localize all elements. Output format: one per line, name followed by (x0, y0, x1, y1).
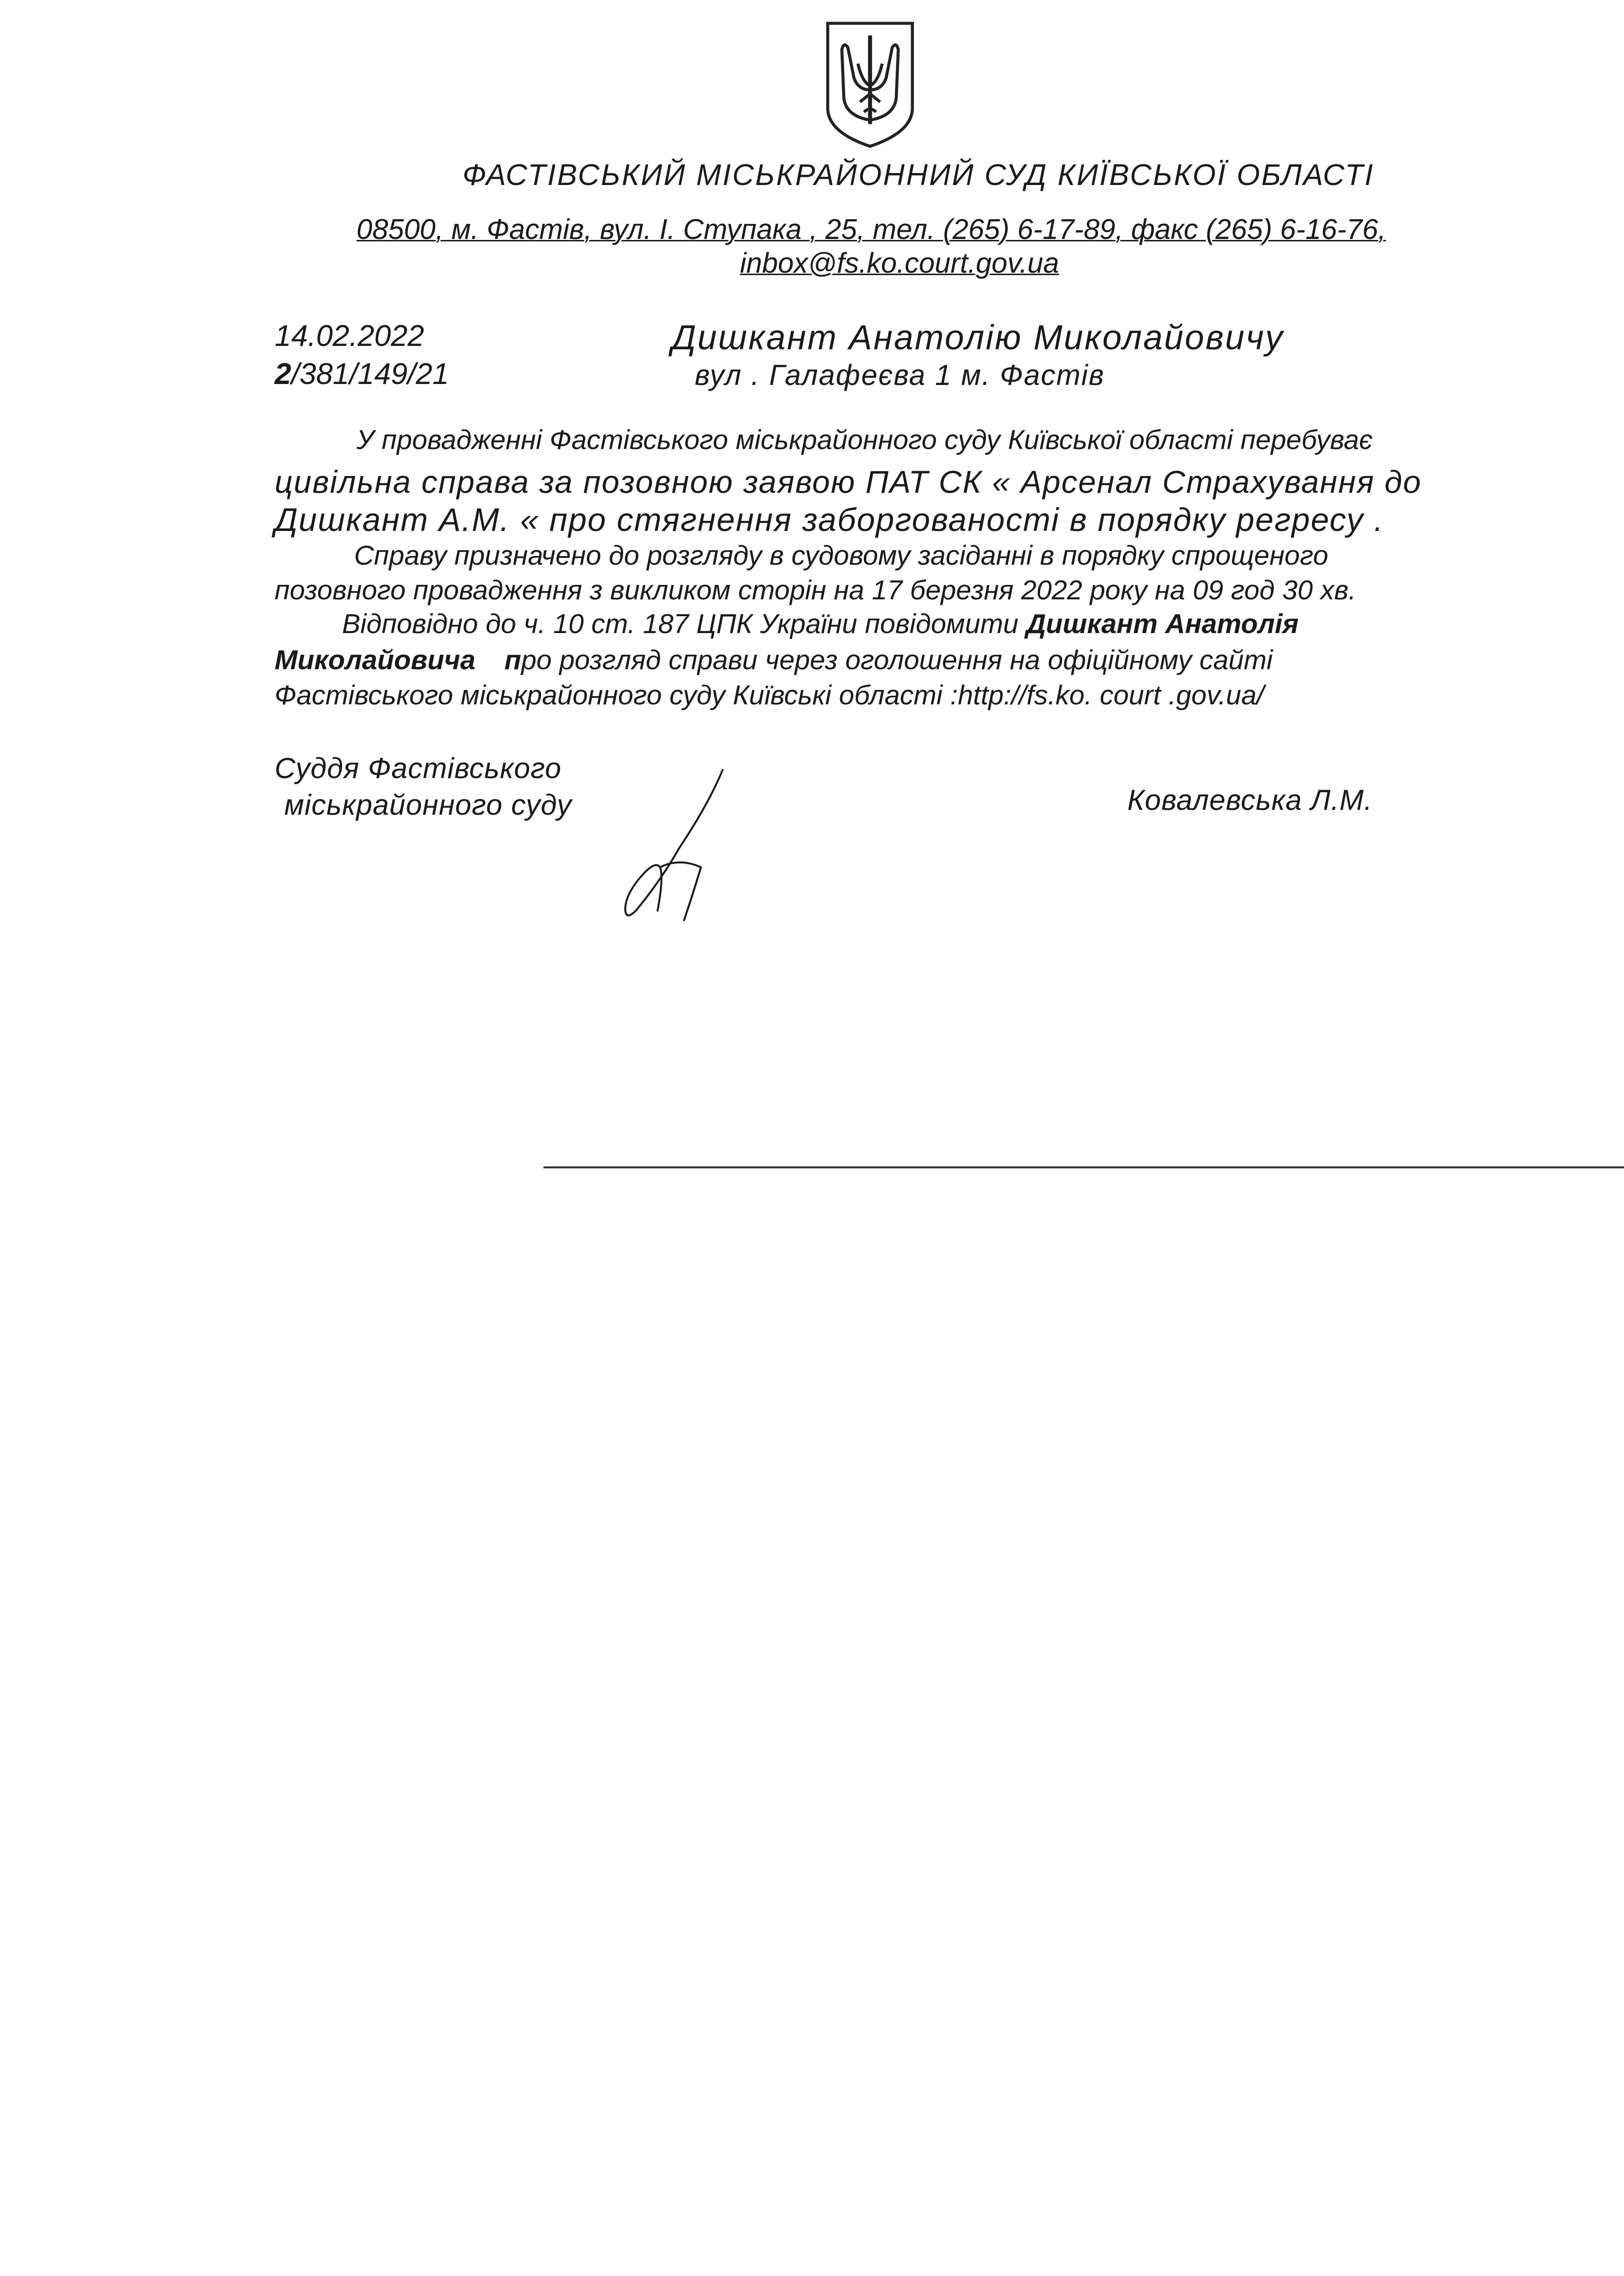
body-line-1: У провадженні Фастівського міськрайонного суду Київської області перебуває (356, 424, 1373, 455)
letter-date: 14.02.2022 (275, 319, 424, 353)
body-line-2: цивільна справа за позовною заявою ПАТ СК « Арсенал Страхування до (275, 464, 1422, 500)
court-email[interactable]: inbox@fs.ko.court.gov.ua (740, 247, 1059, 279)
footer-divider (543, 1166, 1624, 1168)
signer-title-line-2: міськрайонного суду (284, 789, 572, 821)
body-line-7-bold-letter: п (504, 645, 521, 675)
body-line-7-text: ро розгляд справи через оголошення на офіційному сайті (521, 645, 1273, 675)
body-line-3: Дишкант А.М. « про стягнення заборгованості в порядку регресу . (275, 502, 1384, 538)
signer-title-line-1: Суддя Фастівського (275, 752, 562, 784)
body-line-8: Фастівського міськрайонного суду Київські області :http://fs.ko. court .gov.ua/ (275, 680, 1264, 711)
case-reference-rest: /381/149/21 (291, 357, 449, 391)
recipient-name: Дишкант Анатолію Миколайовичу (672, 318, 1284, 357)
court-address: 08500, м. Фастів, вул. І. Ступака , 25, тел. (265) 6-17-89, факс (265) 6-16-76, (356, 213, 1386, 245)
body-line-4: Справу призначено до розгляду в судовому засіданні в порядку спрощеного (354, 540, 1329, 571)
defendant-name-part2: Миколайовича (275, 645, 475, 675)
handwritten-signature (612, 766, 737, 925)
defendant-name-part1: Дишкант Анатолія (1026, 609, 1299, 639)
body-line-5: позовного провадження з викликом сторін на 17 березня 2022 року на 09 год 30 хв. (275, 575, 1356, 606)
case-reference (275, 357, 449, 391)
court-name: ФАСТІВСЬКИЙ МІСЬКРАЙОННИЙ СУД КИЇВСЬКОЇ ОБЛАСТІ (462, 159, 1374, 192)
recipient-address: вул . Галафеєва 1 м. Фастів (695, 359, 1105, 391)
judge-name: Ковалевська Л.М. (1127, 784, 1373, 816)
body-line-7 (275, 644, 1273, 676)
body-line-6 (342, 608, 1299, 640)
case-reference-prefix: 2 (275, 357, 291, 391)
body-line-6-text: Відповідно до ч. 10 ст. 187 ЦПК України повідомити (342, 609, 1026, 639)
trident-coat-of-arms-icon (819, 19, 921, 150)
